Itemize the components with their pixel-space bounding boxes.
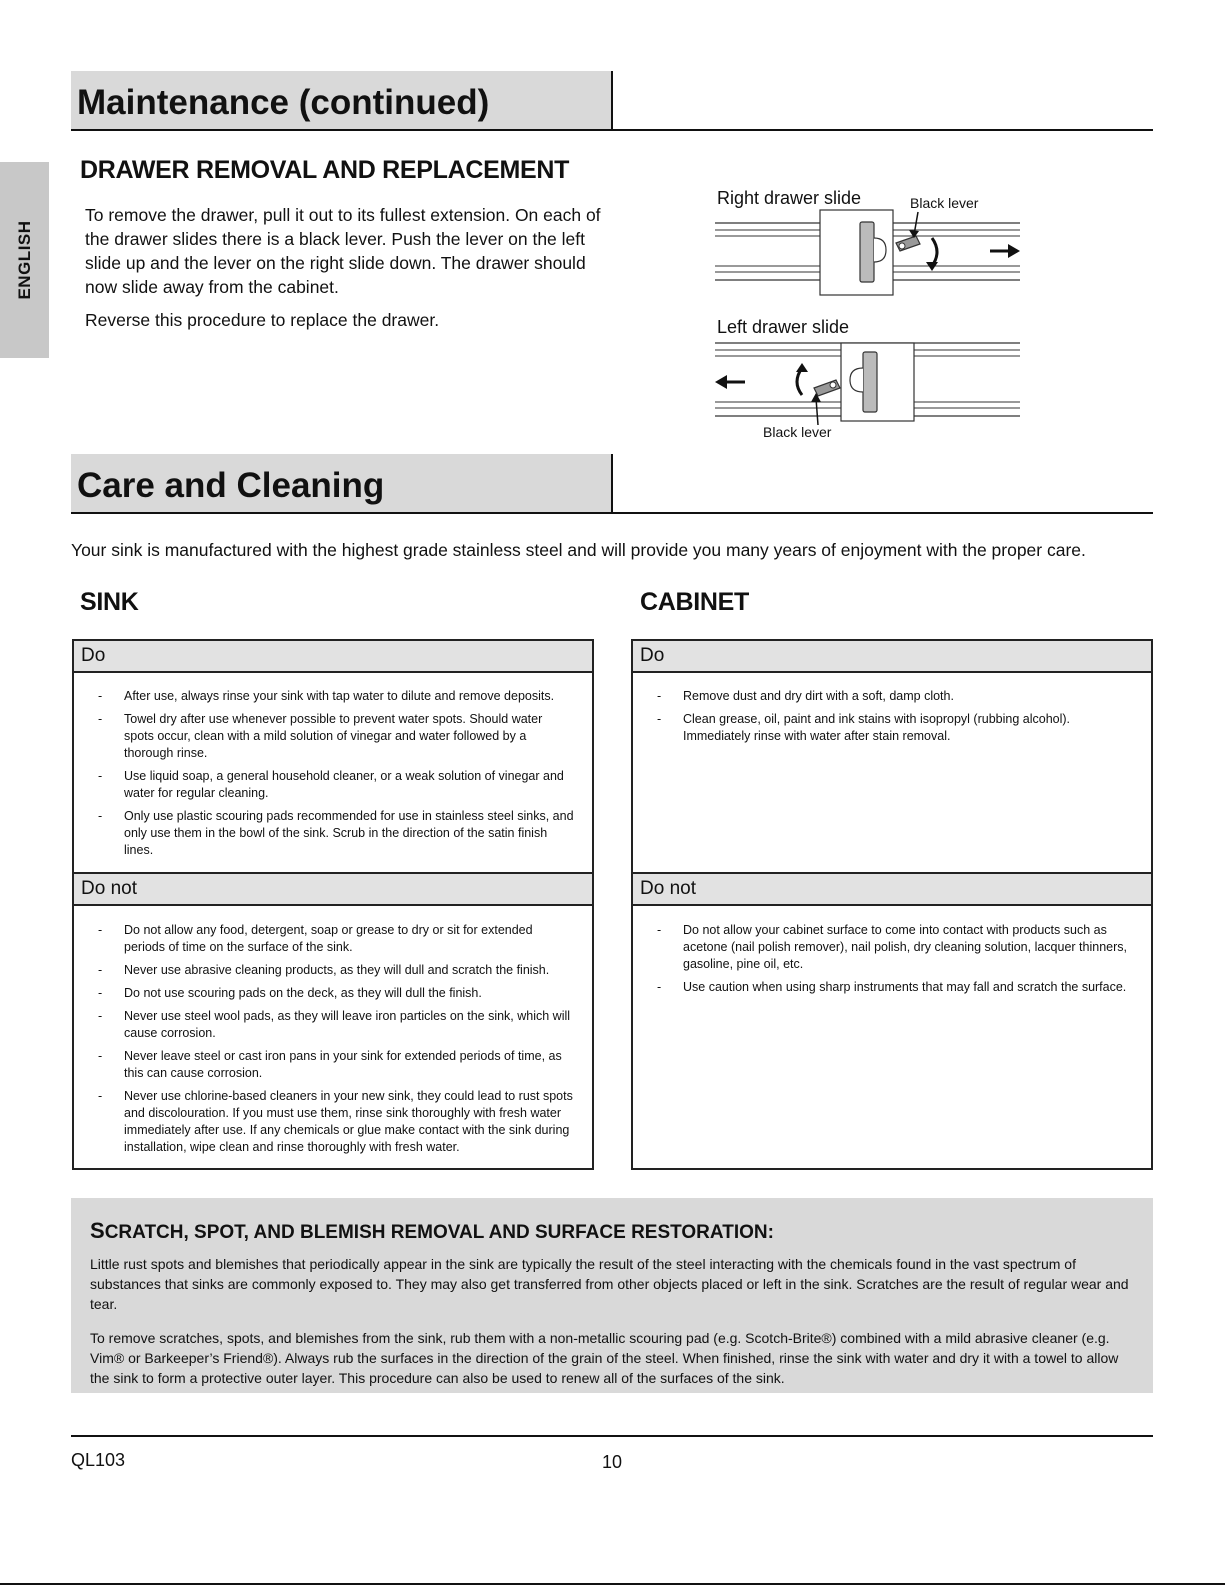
restoration-title-initial: S [90, 1218, 105, 1243]
cabinet-title: CABINET [640, 588, 750, 616]
language-tab-label: ENGLISH [14, 220, 34, 300]
page-number: 10 [602, 1452, 623, 1472]
right-slide-clip [860, 222, 874, 282]
sink-do-header: Do [74, 641, 592, 673]
care-intro: Your sink is manufactured with the highest grade stainless steel and will provide you many years of enjoyment with the proper care. [71, 540, 1086, 560]
maintenance-header [71, 71, 1153, 131]
sink-donot-header: Do not [74, 872, 592, 906]
cabinet-panel [631, 639, 1153, 1170]
left-lever-label: Black lever [763, 424, 832, 440]
right-slide-label: Right drawer slide [717, 188, 862, 208]
list-item: - Do not use scouring pads on the deck, as they will dull the finish. [74, 985, 592, 1002]
list-item: - Never leave steel or cast iron pans in your sink for extended periods of time, as this can cause corrosion. [74, 1048, 592, 1082]
footer-rule [71, 1435, 1153, 1437]
right-black-lever [896, 236, 920, 251]
maintenance-header-box [71, 71, 613, 129]
left-slide-clip [863, 352, 877, 412]
list-item: - Never use chlorine-based cleaners in your new sink, they could lead to rust spots and discolouration. If you must use them, rinse sink thoroughly with fresh water immediately after use. If any chemicals or glue make contact with the sink during installation, wipe clean and rinse thoroughly with fresh water. [74, 1088, 592, 1156]
cabinet-do-list [633, 688, 1151, 751]
care-header [71, 454, 1153, 514]
care-title: Care and Cleaning [77, 466, 385, 505]
list-item: - Clean grease, oil, paint and ink stains with isopropyl (rubbing alcohol). Immediately rinse with water after stain removal. [633, 711, 1151, 745]
list-item: - Do not allow your cabinet surface to come into contact with products such as acetone (nail polish remover), nail polish, dry cleaning solution, lacquer thinners, gasoline, pine oil, etc. [633, 922, 1151, 973]
restoration-title [90, 1218, 774, 1244]
cabinet-donot-header: Do not [633, 872, 1151, 906]
restoration-title-rest: CRATCH, SPOT, AND BLEMISH REMOVAL AND SURFACE RESTORATION: [104, 1222, 774, 1243]
left-slide-label: Left drawer slide [717, 317, 850, 337]
drawer-slide-illustration [710, 180, 1040, 450]
restoration-box [71, 1198, 1153, 1393]
list-item: - Only use plastic scouring pads recommended for use in stainless steel sinks, and only use them in the bowl of the sink. Scrub in the direction of the satin finish lines. [74, 808, 592, 859]
list-item: - Remove dust and dry dirt with a soft, damp cloth. [633, 688, 1151, 705]
sink-title: SINK [80, 588, 139, 616]
left-lever-up-arrow [797, 368, 802, 395]
list-item: - Towel dry after use whenever possible to prevent water spots. Should water spots occur, clean with a mild solution of vinegar and water followed by a thorough rinse. [74, 711, 592, 762]
sink-panel [72, 639, 594, 1170]
list-item: - Use liquid soap, a general household cleaner, or a weak solution of vinegar and water for regular cleaning. [74, 768, 592, 802]
right-lever-label: Black lever [910, 195, 979, 211]
care-header-box [71, 454, 613, 512]
model-number: QL103 [71, 1450, 126, 1470]
list-item: - Do not allow any food, detergent, soap or grease to dry or sit for extended periods of time on the surface of the sink. [74, 922, 592, 956]
maintenance-title: Maintenance (continued) [77, 83, 490, 122]
list-item: - After use, always rinse your sink with tap water to dilute and remove deposits. [74, 688, 592, 705]
cabinet-donot-list [633, 922, 1151, 1002]
language-tab [0, 162, 49, 358]
drawer-slide-diagram [710, 180, 1040, 450]
list-item: - Never use steel wool pads, as they will leave iron particles on the sink, which will cause corrosion. [74, 1008, 592, 1042]
sink-do-list [74, 688, 592, 865]
restoration-paragraph-1: Little rust spots and blemishes that periodically appear in the sink are typically the result of the steel interacting with the chemicals found in the vast spectrum of substances that sinks are commonly exposed to. They may also get transferred from other objects placed or left in the sink. Scratches are the result of regular wear and tear. [90, 1256, 1129, 1312]
list-item: - Use caution when using sharp instruments that may fall and scratch the surface. [633, 979, 1151, 996]
drawer-instructions: To remove the drawer, pull it out to its fullest extension. On each of the drawer slides there is a black lever. Push the lever on the left slide up and the lever on the right slide down. The drawer should now slide away from the cabinet. [85, 205, 601, 297]
drawer-title: DRAWER REMOVAL AND REPLACEMENT [80, 156, 570, 184]
right-lever-down-arrow [932, 238, 937, 266]
restoration-paragraph-2: To remove scratches, spots, and blemishes from the sink, rub them with a non-metallic scouring pad (e.g. Scotch-Brite®) combined with a mild abrasive cleaner (e.g. Vim® or Barkeeper’s Friend®). Always rub the surfaces in the direction of the grain of the steel. When finished, rinse the sink with water and dry it with a towel to allow the sink to form a protective outer layer. This procedure can also be used to renew all of the surfaces of the sink. [90, 1330, 1119, 1386]
cabinet-do-header: Do [633, 641, 1151, 673]
left-black-lever [814, 380, 840, 396]
drawer-reverse-note: Reverse this procedure to replace the drawer. [85, 310, 440, 330]
sink-donot-list [74, 922, 592, 1162]
list-item: - Never use abrasive cleaning products, as they will dull and scratch the finish. [74, 962, 592, 979]
